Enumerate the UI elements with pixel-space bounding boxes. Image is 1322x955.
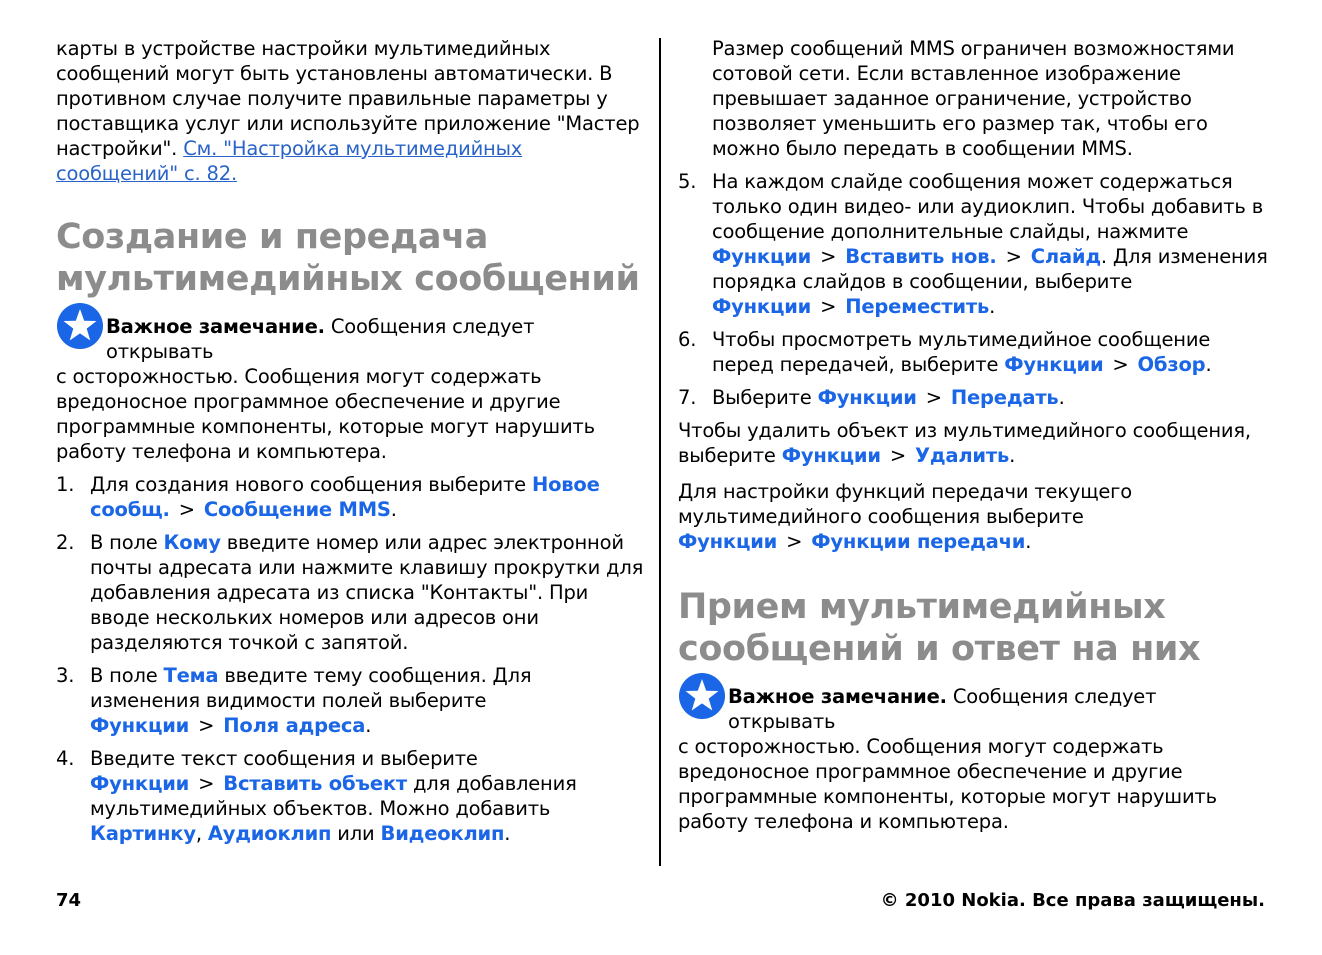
ui-term: Функции xyxy=(90,772,190,795)
ui-term: Вставить нов. xyxy=(845,245,997,268)
ui-term: Слайд xyxy=(1030,245,1101,268)
copyright-notice: © 2010 Nokia. Все права защищены. xyxy=(880,890,1265,911)
ui-term: Сообщение MMS xyxy=(203,498,391,521)
cross-reference-link[interactable]: См. "Настройка мультимедийных сообщений" с. 82. xyxy=(56,137,523,185)
ui-term: Передать xyxy=(950,386,1059,409)
ui-term: Поля адреса xyxy=(223,714,366,737)
list-item: 5. На каждом слайде сообщения может содержаться только один видео- или аудиоклип. Чтобы добавить в сообщение дополнительные слайды, нажмите Функции > Вставить нов. > Слайд. Для изменения порядка слайдов в сообщении, выберите Функции > Переместить. xyxy=(678,170,1268,318)
section-heading-receive: Прием мультимедийных сообщений и ответ на них xyxy=(678,587,1201,669)
steps-list-left xyxy=(56,472,646,846)
ui-term: Функции xyxy=(817,386,917,409)
steps-list-right xyxy=(678,169,1268,410)
ui-term: Тема xyxy=(163,664,219,687)
step-4-continuation: Размер сообщений MMS ограничен возможностями сотовой сети. Если вставленное изображение превышает заданное ограничение, устройство позволяет уменьшить его размер так, чтобы его можно было передать в сообщении MMS. xyxy=(712,37,1235,160)
note-label: Важное замечание. xyxy=(728,685,947,708)
note-text: с осторожностью. Сообщения могут содержать вредоносное программное обеспечение и другие программные компоненты, которые могут нарушить работу телефона и компьютера. xyxy=(56,365,595,463)
important-note: Важное замечание. Сообщения следует открывать с осторожностью. Сообщения могут содержать вредоносное программное обеспечение и другие программные компоненты, которые могут нарушить работу телефона и компьютера. xyxy=(678,684,1268,834)
ui-term: Функции xyxy=(1004,353,1104,376)
ui-term: Картинку xyxy=(90,822,196,845)
column-divider xyxy=(659,38,661,866)
ui-term: Вставить объект xyxy=(223,772,408,795)
left-column xyxy=(56,36,646,854)
note-text: с осторожностью. Сообщения могут содержать вредоносное программное обеспечение и другие программные компоненты, которые могут нарушить работу телефона и компьютера. xyxy=(678,735,1217,833)
ui-term: Удалить xyxy=(915,444,1010,467)
note-label: Важное замечание. xyxy=(106,315,325,338)
ui-term: Аудиоклип xyxy=(207,822,332,845)
list-item: 4. Введите текст сообщения и выберите Функции > Вставить объект для добавления мультимедийных объектов. Можно добавить Картинку, Аудиоклип или Видеоклип. xyxy=(56,747,577,845)
important-note: Важное замечание. Сообщения следует открывать с осторожностью. Сообщения могут содержать вредоносное программное обеспечение и другие программные компоненты, которые могут нарушить работу телефона и компьютера. xyxy=(56,314,646,464)
ui-term: Видеоклип xyxy=(380,822,505,845)
delete-paragraph: Чтобы удалить объект из мультимедийного сообщения, выберите Функции > Удалить. xyxy=(678,419,1251,467)
settings-paragraph: Для настройки функций передачи текущего мультимедийного сообщения выберите Функции > Функции передачи. xyxy=(678,480,1132,553)
ui-term: Обзор xyxy=(1137,353,1206,376)
ui-term: Переместить xyxy=(845,295,990,318)
ui-term: Функции xyxy=(712,295,812,318)
list-item: 1. Для создания нового сообщения выберите Новое сообщ. > Сообщение MMS. xyxy=(56,473,600,521)
ui-term: Новое сообщ. xyxy=(90,473,600,521)
right-column xyxy=(678,36,1268,834)
list-item: 6. Чтобы просмотреть мультимедийное сообщение перед передачей, выберите Функции > Обзор. xyxy=(678,328,1212,376)
ui-term: Функции xyxy=(712,245,812,268)
ui-term: Кому xyxy=(163,531,221,554)
ui-term: Функции xyxy=(678,530,778,553)
list-item: 7. Выберите Функции > Передать. xyxy=(678,386,1065,409)
list-item: 2. В поле Кому введите номер или адрес электронной почты адресата или нажмите клавишу прокрутки для добавления адресата из списка "Контакты". При вводе нескольких номеров или адресов они разделяются точкой с запятой. xyxy=(56,531,644,654)
star-badge-icon xyxy=(678,672,726,720)
section-heading-create: Создание и передача мультимедийных сообщений xyxy=(56,217,640,299)
ui-term: Функции xyxy=(90,714,190,737)
page-number: 74 xyxy=(56,890,82,911)
star-badge-icon xyxy=(56,302,104,350)
ui-term: Функции передачи xyxy=(811,530,1026,553)
ui-term: Функции xyxy=(781,444,881,467)
intro-paragraph: карты в устройстве настройки мультимедийных сообщений могут быть установлены автоматически. В противном случае получите правильные параметры у поставщика услуг или используйте приложение "Мастер настройки". См. "Настройка мультимедийных сообщений" с. 82. xyxy=(56,37,640,185)
list-item: 3. В поле Тема введите тему сообщения. Для изменения видимости полей выберите Функции > Поля адреса. xyxy=(56,664,532,737)
